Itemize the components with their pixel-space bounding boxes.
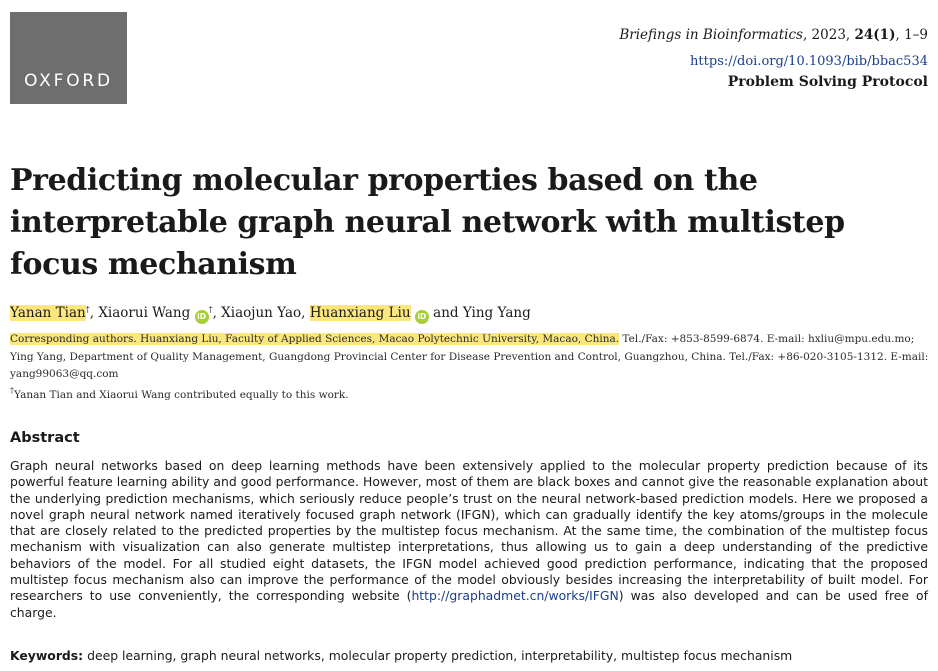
footnote-mark: † <box>10 386 14 395</box>
citation-sep-2: , <box>845 27 855 43</box>
author-footnote-mark: † <box>85 305 90 314</box>
website-link[interactable]: http://graphadmet.cn/works/IFGN <box>411 588 619 604</box>
author-name[interactable]: Xiaorui Wang <box>98 305 191 321</box>
journal-year: 2023 <box>811 27 846 43</box>
keywords-label: Keywords: <box>10 648 84 663</box>
journal-name: Briefings in Bioinformatics <box>619 27 803 43</box>
article-type: Problem Solving Protocol <box>727 74 928 90</box>
publisher-logo <box>10 12 127 104</box>
author-name[interactable]: Xiaojun Yao <box>221 305 302 321</box>
abstract-text <box>10 458 928 621</box>
citation-sep-1: , <box>802 27 812 43</box>
keywords <box>10 648 792 663</box>
author-name[interactable]: Ying Yang <box>462 305 531 321</box>
footnote-text: Yanan Tian and Xiaorui Wang contributed equally to this work. <box>14 389 349 401</box>
journal-volume: 24(1) <box>854 27 896 43</box>
author-footnote-mark: † <box>208 305 213 314</box>
equal-contribution-note <box>10 386 349 401</box>
abstract-heading: Abstract <box>10 430 80 446</box>
journal-citation <box>619 25 928 45</box>
corresponding-authors: Corresponding authors. Huanxiang Liu, Faculty of Applied Sciences, Macao Polytechnic University, Macao, China. <box>10 333 620 345</box>
orcid-icon[interactable]: iD <box>195 310 209 324</box>
publisher-logo-text: OXFORD <box>24 71 113 91</box>
orcid-icon[interactable]: iD <box>415 310 429 324</box>
author-name[interactable]: Huanxiang Liu <box>309 305 411 321</box>
paper-title: Predicting molecular properties based on the interpretable graph neural network with multistep focus mechanism <box>10 163 845 282</box>
authors-conjunction: and <box>433 305 459 321</box>
journal-pages: 1–9 <box>904 27 928 43</box>
abstract-body: Graph neural networks based on deep learning methods have been extensively applied to the molecular property prediction because of its powerful feature learning ability and good performance. However, most of them are black boxes and cannot give the reasonable explanation about the underlying prediction mechanisms, which seriously reduce people’s trust on the neural network-based prediction models. Here we proposed a novel graph neural network named iteratively focused graph network (IFGN), which can gradually identify the key atoms/groups in the molecule that are closely related to the predicted properties by the multistep focus mechanism. At the same time, the combination of the multistep focus mechanism with visualization can also generate multistep interpretations, thus allowing us to gain a deep understanding of the predictive behaviors of the model. For all studied eight datasets, the IFGN model achieved good prediction performance, indicating that the proposed multistep focus mechanism also can improve the performance of the model obviously besides increasing the interpretability of built model. For researchers to use conveniently, the corresponding website ( <box>10 458 928 604</box>
affiliation-contact: Tel./Fax: +853-8599-6874. E-mail: hxliu@mpu.edu.mo; Ying Yang, Department of Quality Management, Guangdong Provincial Center for Disease Prevention and Control, Guangzhou, China. Tel./Fax: +86-020-3105-1312. E-mail: yang99063@qq.com <box>10 333 929 380</box>
author-name[interactable]: Yanan Tian <box>10 305 86 321</box>
affiliation-block <box>10 331 935 384</box>
citation-sep-3: , <box>895 27 905 43</box>
doi-link[interactable]: https://doi.org/10.1093/bib/bbac534 <box>690 54 928 69</box>
keywords-list: deep learning, graph neural networks, molecular property prediction, interpretability, multistep focus mechanism <box>87 648 793 663</box>
abstract-end: ) was also developed and can be used free of charge. <box>10 588 928 620</box>
author-list: Yanan Tian†, Xiaorui Wang iD†, Xiaojun Yao, Huanxiang Liu iD and Ying Yang <box>10 305 531 324</box>
